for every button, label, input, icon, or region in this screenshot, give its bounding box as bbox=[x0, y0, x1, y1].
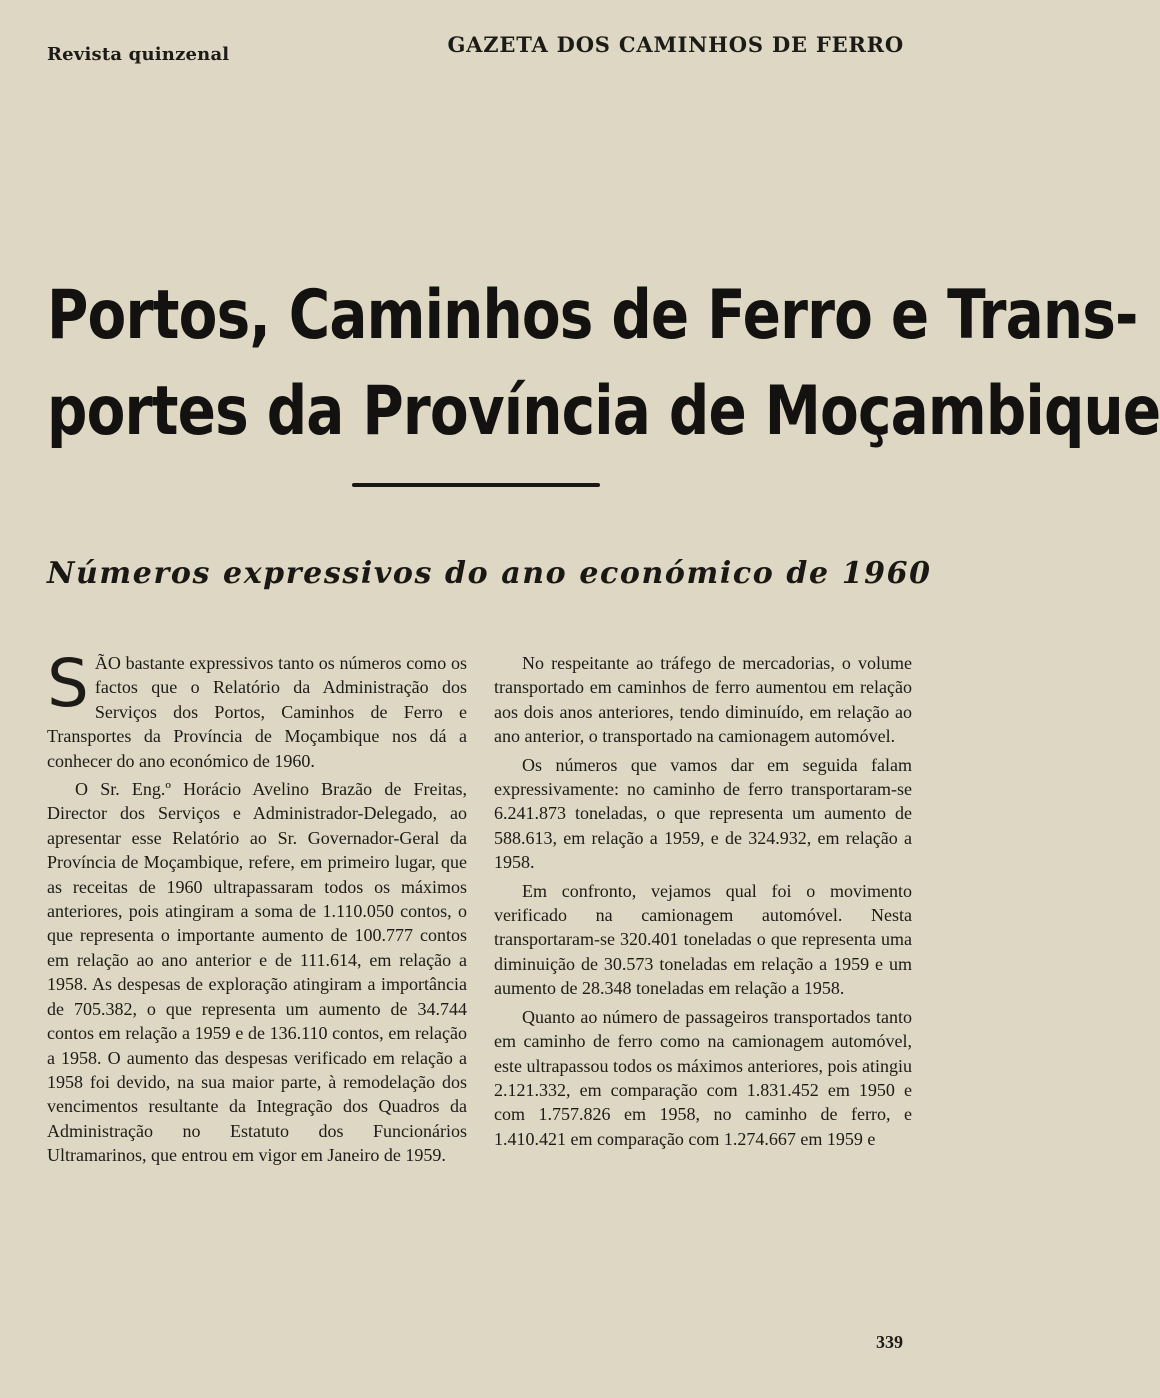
article-subtitle: Números expressivos do ano económico de 1960 bbox=[47, 556, 932, 591]
text-column-right bbox=[494, 651, 912, 1155]
page-number: 339 bbox=[876, 1332, 903, 1352]
paragraph-text: ÃO bastante expressivos tanto os números como os factos que o Relatório da Administração dos Serviços dos Portos, Caminhos de Ferro e Transportes da Província de Moçambique nos dá a conhecer do ano económico de 1960. bbox=[47, 653, 467, 771]
paragraph: Em confronto, vejamos qual foi o movimento verificado na camionagem automóvel. Nesta transportaram-se 320.401 toneladas o que representa uma diminuição de 30.573 toneladas em relação a 1959 e um aumento de 28.348 toneladas em relação a 1958. bbox=[494, 880, 912, 999]
title-divider-rule bbox=[352, 483, 600, 487]
text-column-left bbox=[47, 645, 467, 1172]
article-title-line-1: Portos, Caminhos de Ferro e Trans- bbox=[47, 276, 1138, 355]
running-header-right: GAZETA DOS CAMINHOS DE FERRO bbox=[447, 32, 904, 57]
article-title bbox=[47, 268, 1160, 460]
paragraph: O Sr. Eng.º Horácio Avelino Brazão de Freitas, Director dos Serviços e Administrador-Delegado, ao apresentar esse Relatório ao Sr. Governador-Geral da Província de Moçambique, refere, em primeiro lugar, que as receitas de 1960 ultrapassaram todos os máximos anteriores, pois atingiram a soma de 1.110.050 contos, o que representa o importante aumento de 100.777 contos em relação ao ano anterior e de 111.614, em relação a 1958. As despesas de exploração atingiram a importância de 705.382, o que representa um aumento de 34.744 contos em relação a 1959 e de 136.110 contos, em relação a 1958. O aumento das despesas verificado em relação a 1958 foi devido, na sua maior parte, à remodelação dos vencimentos resultante da Integração dos Quadros da Administração no Estatuto dos Funcionários Ultramarinos, que entrou em vigor em Janeiro de 1959. bbox=[47, 779, 467, 1166]
paragraph: No respeitante ao tráfego de mercadorias, o volume transportado em caminhos de ferro aumentou em relação aos dois anos anteriores, tendo diminuído, em relação ao ano anterior, o transportado na camionagem automóvel. bbox=[494, 653, 912, 747]
article-title-line-2: portes da Província de Moçambique bbox=[47, 372, 1160, 451]
paragraph bbox=[47, 645, 467, 773]
paragraph: Quanto ao número de passageiros transportados tanto em caminho de ferro como na camionagem automóvel, este ultrapassou todos os máximos anteriores, pois atingiu 2.121.332, em comparação com 1.831.452 em 1950 e com 1.757.826 em 1958, no caminho de ferro, e 1.410.421 em comparação com 1.274.667 em 1959 e bbox=[494, 1006, 912, 1149]
running-header-left: Revista quinzenal bbox=[47, 44, 230, 65]
drop-cap: S bbox=[47, 645, 89, 722]
paragraph: Os números que vamos dar em seguida falam expressivamente: no caminho de ferro transportaram-se 6.241.873 toneladas, o que representa um aumento de 588.613, em relação a 1959, e de 324.932, em relação a 1958. bbox=[494, 754, 912, 873]
